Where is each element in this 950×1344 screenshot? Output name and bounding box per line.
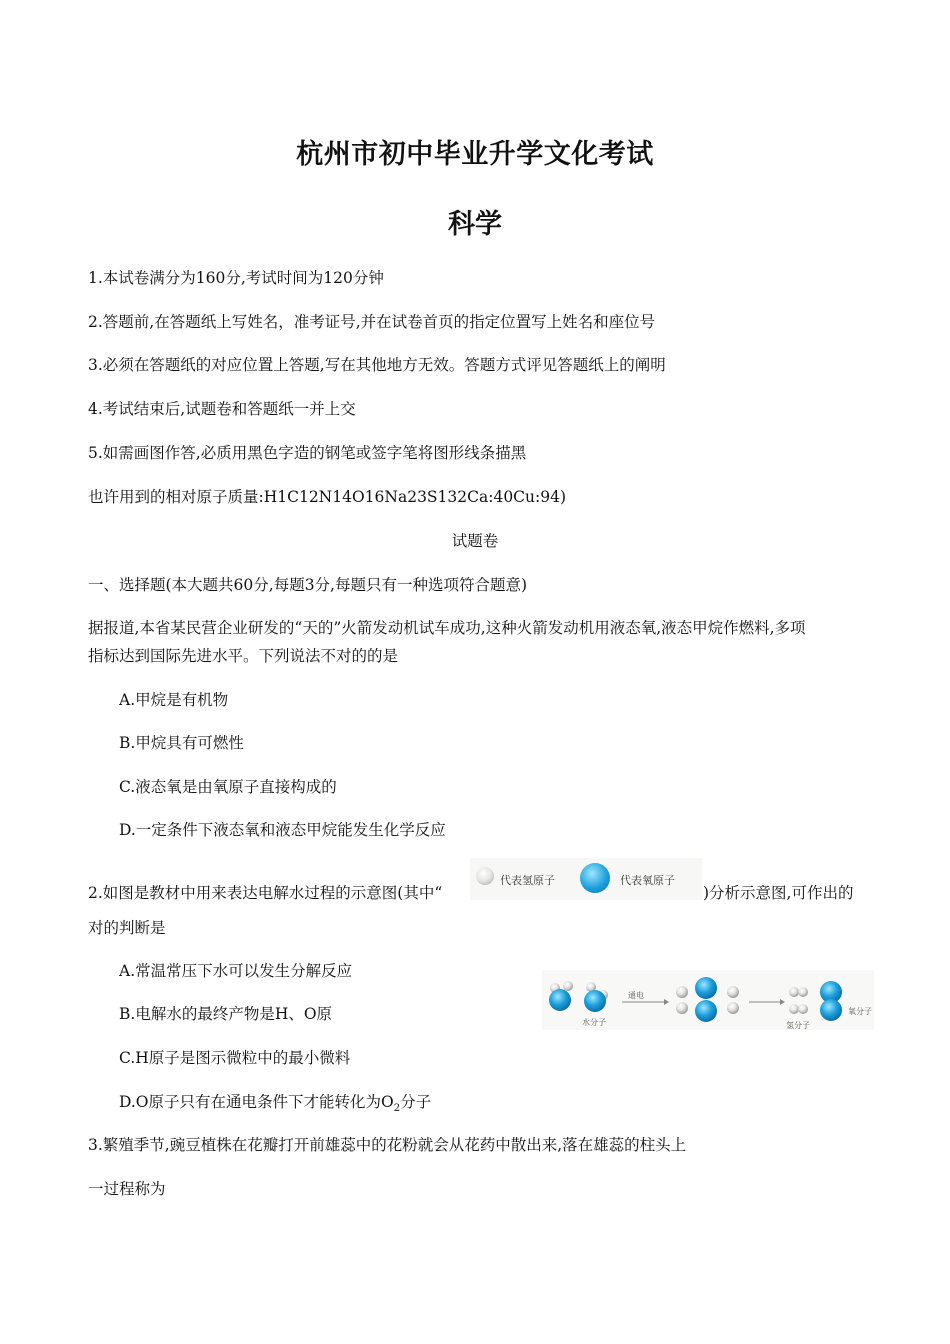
q1-stem-line2: 指标达到国际先进水平。下列说法不对的的是 [88,647,399,665]
q1-option-d: D.一定条件下液态氧和液态甲烷能发生化学反应 [119,821,446,839]
section-label: 试题卷 [451,532,499,550]
oxygen-atom-icon [580,863,610,893]
separated-atoms [676,977,739,1022]
q3-stem-line1: 3.繁殖季节,豌豆植株在花瓣打开前雄蕊中的花粉就会从花药中散出来,落在雄蕊的柱头上 [88,1136,687,1154]
q1-option-b: B.甲烷具有可燃性 [119,734,244,752]
atomic-masses: 也许用到的相对原子质量:H1C12N14O16Na23S132Ca:40Cu:94) [88,488,567,506]
electrolysis-diagram [542,970,874,1030]
part-one-heading: 一、选择题(本大题共60分,每题3分,每题只有一种选项符合题意) [88,576,528,594]
q2-option-b: B.电解水的最终产物是H、O原 [119,1005,333,1023]
q2-option-d-subscript: 2 [393,1103,401,1115]
instruction-4: 4.考试结束后,试题卷和答题纸一并上交 [88,400,356,418]
water-molecule-2 [584,982,608,1012]
q3-stem-line2: 一过程称为 [88,1180,166,1198]
q2-option-d-suffix: 分子 [400,1093,432,1111]
hydrogen-molecule-label: 氢分子 [786,1021,810,1030]
q2-stem-suffix: )分析示意图,可作出的 [703,884,854,902]
q2-option-d-text: D.O原子只有在通电条件下才能转化为O [119,1093,394,1111]
q2-option-d [119,1090,431,1114]
q1-option-c: C.液态氧是由氧原子直接构成的 [119,778,337,796]
hydrogen-molecules [789,987,808,1014]
oxygen-legend-label: 代表氧原子 [620,874,675,887]
water-molecule-label: 水分子 [582,1018,606,1027]
water-molecule-1 [549,981,573,1011]
q2-stem-line2: 对的判断是 [88,919,166,937]
hydrogen-atom-icon [476,867,494,885]
instruction-1: 1.本试卷满分为160分,考试时间为120分钟 [88,269,384,287]
arrow-label-electrolysis: 通电 [628,991,644,1000]
q1-option-a: A.甲烷是有机物 [119,691,229,709]
q1-stem-line1: 据报道,本省某民营企业研发的“天的”火箭发动机试车成功,这种火箭发动机用液态氧,液态甲烷作燃料,多项 [88,619,806,637]
instruction-3: 3.必须在答题纸的对应位置上答题,写在其他地方无效。答题方式评见答题纸上的阐明 [88,356,666,374]
hydrogen-legend-label: 代表氢原子 [500,874,555,887]
q2-option-c: C.H原子是图示微粒中的最小微料 [119,1049,351,1067]
instruction-2: 2.答题前,在答题纸上写姓名，准考证号,并在试卷首页的指定位置写上姓名和座位号 [88,313,656,331]
atom-legend [470,858,702,900]
instruction-5: 5.如需画图作答,必质用黑色字造的钢笔或签字笔将图形线条描黑 [88,444,527,462]
subject-title: 科学 [448,209,502,240]
q2-option-a: A.常温常压下水可以发生分解反应 [119,962,353,980]
q2-stem-prefix: 2.如图是教材中用来表达电解水过程的示意图(其中“ [88,884,443,902]
oxygen-molecule [820,981,842,1021]
oxygen-molecule-label: 氧分子 [848,1007,872,1016]
exam-title: 杭州市初中毕业升学文化考试 [296,139,654,170]
